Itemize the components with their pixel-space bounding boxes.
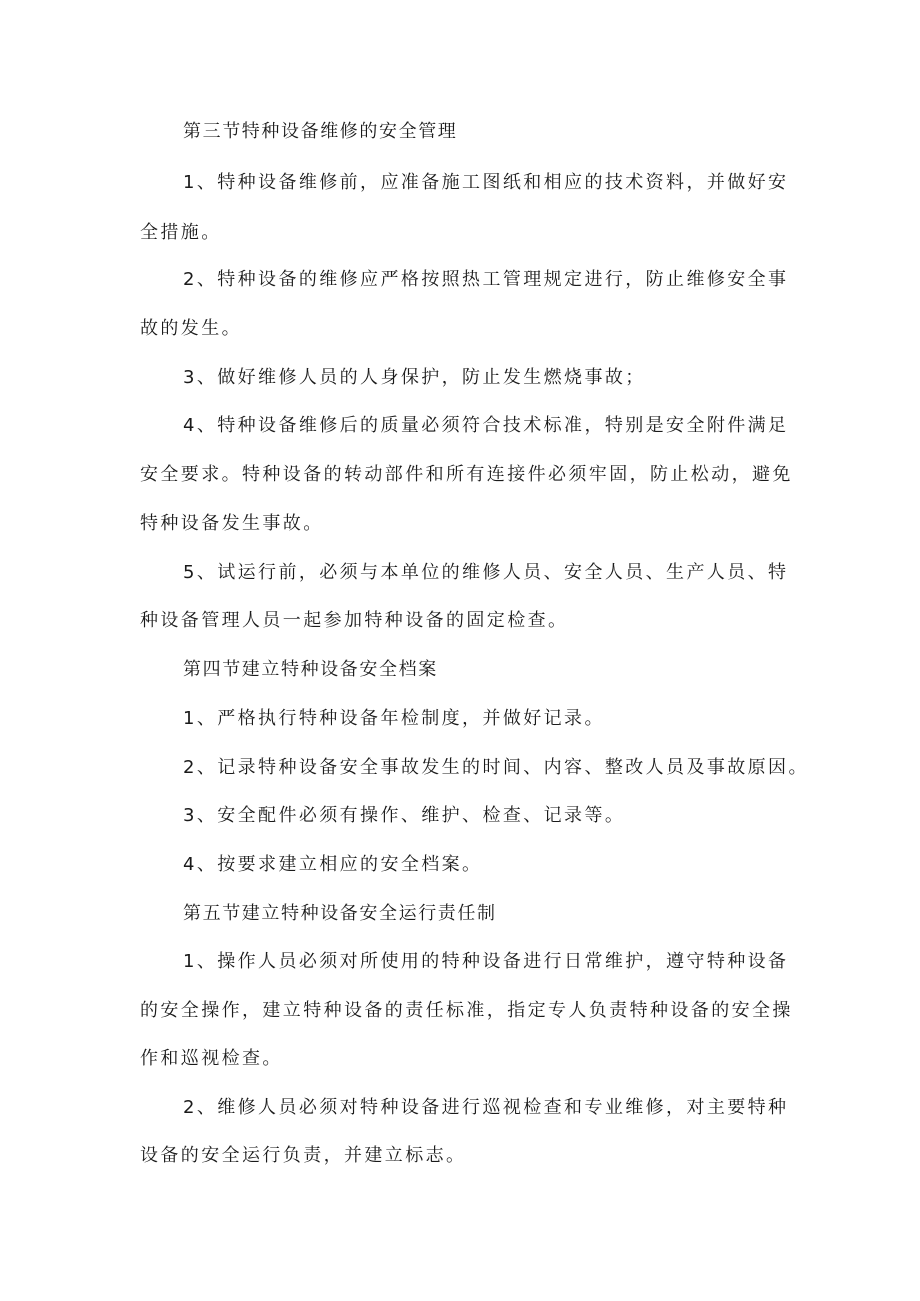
section-heading: 第五节建立特种设备安全运行责任制 <box>183 903 497 924</box>
paragraph-line: 特种设备发生事故。 <box>140 513 324 534</box>
paragraph-line: 安全要求。特种设备的转动部件和所有连接件必须牢固，防止松动，避免 <box>140 464 793 485</box>
paragraph-line: 3、安全配件必须有操作、维护、检查、记录等。 <box>183 805 626 826</box>
paragraph-line: 故的发生。 <box>140 318 242 339</box>
paragraph-line: 设备的安全运行负责，并建立标志。 <box>140 1145 467 1166</box>
paragraph-line: 2、特种设备的维修应严格按照热工管理规定进行，防止维修安全事 <box>183 269 789 290</box>
paragraph-line: 4、按要求建立相应的安全档案。 <box>183 854 483 875</box>
paragraph-line: 2、记录特种设备安全事故发生的时间、内容、整改人员及事故原因。 <box>183 757 809 778</box>
paragraph-line: 作和巡视检查。 <box>140 1048 283 1069</box>
paragraph-line: 1、严格执行特种设备年检制度，并做好记录。 <box>183 708 605 729</box>
paragraph-line: 4、特种设备维修后的质量必须符合技术标准，特别是安全附件满足 <box>183 415 789 436</box>
paragraph-line: 3、做好维修人员的人身保护，防止发生燃烧事故； <box>183 367 646 388</box>
paragraph-line: 2、维修人员必须对特种设备进行巡视检查和专业维修，对主要特种 <box>183 1097 789 1118</box>
paragraph-line: 5、试运行前，必须与本单位的维修人员、安全人员、生产人员、特 <box>183 562 789 583</box>
section-heading: 第四节建立特种设备安全档案 <box>183 659 438 680</box>
paragraph-line: 种设备管理人员一起参加特种设备的固定检查。 <box>140 610 569 631</box>
section-heading: 第三节特种设备维修的安全管理 <box>183 121 458 142</box>
paragraph-line: 的安全操作，建立特种设备的责任标准，指定专人负责特种设备的安全操 <box>140 1000 793 1021</box>
paragraph-line: 1、操作人员必须对所使用的特种设备进行日常维护，遵守特种设备 <box>183 951 789 972</box>
paragraph-line: 全措施。 <box>140 222 222 243</box>
paragraph-line: 1、特种设备维修前，应准备施工图纸和相应的技术资料，并做好安 <box>183 172 789 193</box>
